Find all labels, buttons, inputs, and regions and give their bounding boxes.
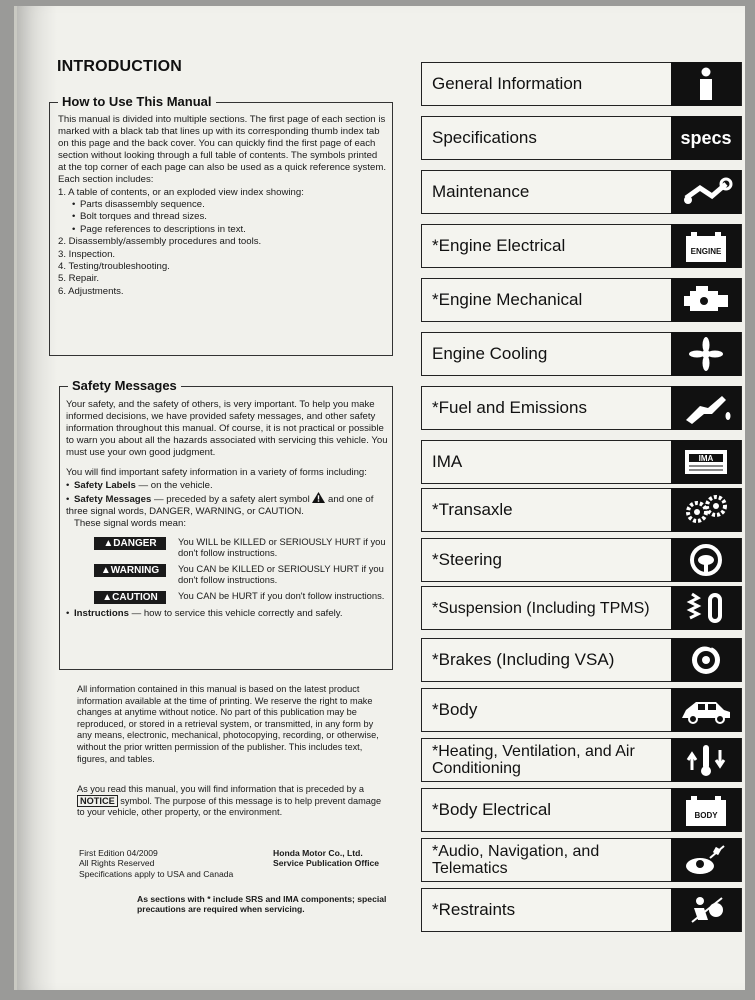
tab-fuel-and-emissions[interactable] bbox=[421, 386, 742, 430]
section-includes-list bbox=[58, 187, 386, 299]
fan-icon bbox=[671, 332, 741, 376]
signal-danger-row bbox=[94, 536, 388, 559]
tab-audio-navigation-telematics[interactable] bbox=[421, 838, 742, 882]
safety-messages-item: • Safety Messages — preceded by a safety alert symbol and one of three signal words, DANGER, WARNING, or CAUTION. bbox=[66, 492, 388, 518]
tab-label: IMA bbox=[432, 452, 463, 471]
safety-messages-heading: Safety Messages bbox=[68, 378, 181, 393]
body-battery-icon bbox=[671, 788, 741, 832]
notice-symbol: NOTICE bbox=[77, 795, 118, 807]
edition-text: First Edition 04/2009 bbox=[79, 848, 158, 858]
tab-label: General Information bbox=[432, 74, 583, 93]
specs-apply-text: Specifications apply to USA and Canada bbox=[79, 868, 234, 879]
tab-label: *Heating, Ventilation, and Air Conditioning bbox=[432, 743, 635, 777]
svg-text:ENGINE: ENGINE bbox=[690, 247, 722, 256]
specs-icon bbox=[671, 116, 741, 160]
legal-paragraph: All information contained in this manual is based on the latest product information available at the time of printing. We reserve the right to make changes at anytime without notice. No part of this publication may be reproduced, or stored in a retrieval system, or transmitted, in any form by any means, electronic, mechanical, photocopying, recording, or otherwise, without the prior written permission of the publisher. This includes text, figures, and tables. bbox=[77, 684, 379, 764]
warning-text: You CAN be KILLED or SERIOUSLY HURT if you don't follow instructions. bbox=[178, 562, 384, 586]
notice-paragraph: As you read this manual, you will find information that is preceded by a NOTICE symbol. The purpose of this message is to help prevent damage to your vehicle, other property, or the environment. bbox=[77, 784, 382, 818]
tab-engine-electrical[interactable] bbox=[421, 224, 742, 268]
tab-general-information[interactable] bbox=[421, 62, 742, 106]
info-icon bbox=[671, 62, 741, 106]
tab-specifications[interactable] bbox=[421, 116, 742, 160]
tab-label: *Body bbox=[432, 700, 478, 719]
tab-label: *Engine Mechanical bbox=[432, 290, 583, 309]
danger-badge: ▲ DANGER bbox=[94, 537, 166, 550]
list-item: 2. Disassembly/assembly procedures and tools. bbox=[58, 236, 262, 248]
ima-battery-icon bbox=[671, 440, 741, 484]
safety-forms-paragraph: You will find important safety information in a variety of forms including: bbox=[66, 467, 367, 479]
tab-body[interactable] bbox=[421, 688, 742, 732]
tab-engine-cooling[interactable] bbox=[421, 332, 742, 376]
wrench-icon bbox=[671, 170, 741, 214]
manual-page bbox=[14, 6, 745, 990]
engine-icon bbox=[671, 278, 741, 322]
tab-label: *Transaxle bbox=[432, 500, 513, 519]
thermometer-icon bbox=[671, 738, 741, 782]
tab-label: Specifications bbox=[432, 128, 537, 147]
tab-engine-mechanical[interactable] bbox=[421, 278, 742, 322]
tab-body-electrical[interactable] bbox=[421, 788, 742, 832]
list-item: • Page references to descriptions in text. bbox=[58, 224, 386, 236]
caution-text: You CAN be HURT if you don't follow instructions. bbox=[178, 589, 385, 601]
tab-heating-ventilation-ac[interactable] bbox=[421, 738, 742, 782]
how-to-use-paragraph: This manual is divided into multiple sections. The first page of each section is marked with a black tab that lines up with its corresponding thumb index tab on this page and the back cover. You can quickly find the first page of each section without looking through a full table of contents. The symbols printed at the top corner of each page can also be used as a quick reference system. bbox=[58, 114, 386, 174]
tab-label: *Suspension (Including TPMS) bbox=[432, 599, 650, 617]
how-to-use-heading: How to Use This Manual bbox=[58, 94, 216, 109]
srs-note: As sections with * include SRS and IMA components; special precautions are required when servicing. bbox=[137, 894, 387, 915]
signal-warning-row bbox=[94, 563, 388, 586]
tab-label: *Audio, Navigation, and Telematics bbox=[432, 843, 600, 877]
safety-labels-item: • Safety Labels — on the vehicle. bbox=[66, 480, 388, 492]
edition-block bbox=[79, 848, 259, 879]
airbag-icon bbox=[671, 888, 741, 932]
office-name: Service Publication Office bbox=[273, 858, 380, 869]
tab-label: *Steering bbox=[432, 550, 502, 569]
danger-text: You WILL be KILLED or SERIOUSLY HURT if you don't follow instructions. bbox=[178, 535, 386, 559]
tab-steering[interactable] bbox=[421, 538, 742, 582]
steering-wheel-icon bbox=[671, 538, 741, 582]
list-item: • Bolt torques and thread sizes. bbox=[58, 211, 386, 223]
tab-suspension[interactable] bbox=[421, 586, 742, 630]
svg-text:IMA: IMA bbox=[698, 454, 714, 463]
how-to-use-box bbox=[49, 94, 393, 356]
caution-badge: ▲ CAUTION bbox=[94, 591, 166, 604]
tab-label: *Brakes (Including VSA) bbox=[432, 650, 615, 669]
warning-badge: ▲ WARNING bbox=[94, 564, 166, 577]
tab-maintenance[interactable] bbox=[421, 170, 742, 214]
page-title: INTRODUCTION bbox=[57, 58, 183, 75]
includes-label: Each section includes: bbox=[58, 174, 154, 186]
list-item: 6. Adjustments. bbox=[58, 285, 124, 297]
tab-label: *Restraints bbox=[432, 900, 516, 919]
list-item: 3. Inspection. bbox=[58, 248, 116, 260]
tab-transaxle[interactable] bbox=[421, 488, 742, 532]
instructions-item: • Instructions — how to service this vehicle correctly and safely. bbox=[66, 608, 388, 620]
shock-absorber-icon bbox=[671, 586, 741, 630]
publisher-block bbox=[273, 848, 403, 869]
safety-paragraph: Your safety, and the safety of others, is very important. To help you make informed decisions, we have provided safety messages, and other safety information throughout this manual. Of course, it is not practical or possible to warn you about all the hazards associated with servicing this vehicle. You must use your own good judgment. bbox=[66, 399, 388, 459]
tab-label: *Fuel and Emissions bbox=[432, 398, 587, 417]
tab-brakes[interactable] bbox=[421, 638, 742, 682]
signal-caution-row bbox=[94, 590, 388, 604]
list-item: 4. Testing/troubleshooting. bbox=[58, 261, 170, 272]
satellite-icon bbox=[671, 838, 741, 882]
gears-icon bbox=[671, 488, 741, 532]
tab-restraints[interactable] bbox=[421, 888, 742, 932]
tab-ima[interactable] bbox=[421, 440, 742, 484]
list-item: • Parts disassembly sequence. bbox=[58, 199, 386, 211]
tab-label: *Engine Electrical bbox=[432, 236, 566, 255]
tab-label: *Body Electrical bbox=[432, 800, 552, 819]
tab-label: Engine Cooling bbox=[432, 344, 548, 363]
svg-text:specs: specs bbox=[680, 128, 732, 148]
brake-disc-icon bbox=[671, 638, 741, 682]
fuel-nozzle-icon bbox=[671, 386, 741, 430]
battery-icon bbox=[671, 224, 741, 268]
svg-text:BODY: BODY bbox=[694, 811, 718, 820]
rights-text: All Rights Reserved bbox=[79, 858, 155, 869]
safety-alert-icon bbox=[312, 492, 325, 503]
car-body-icon bbox=[671, 688, 741, 732]
list-item: 5. Repair. bbox=[58, 273, 100, 285]
company-name: Honda Motor Co., Ltd. bbox=[273, 848, 363, 858]
signal-words-intro: These signal words mean: bbox=[74, 517, 186, 529]
list-item: 1. A table of contents, or an exploded view index showing: bbox=[58, 186, 304, 198]
tab-label: Maintenance bbox=[432, 182, 530, 201]
safety-messages-box bbox=[59, 378, 393, 670]
